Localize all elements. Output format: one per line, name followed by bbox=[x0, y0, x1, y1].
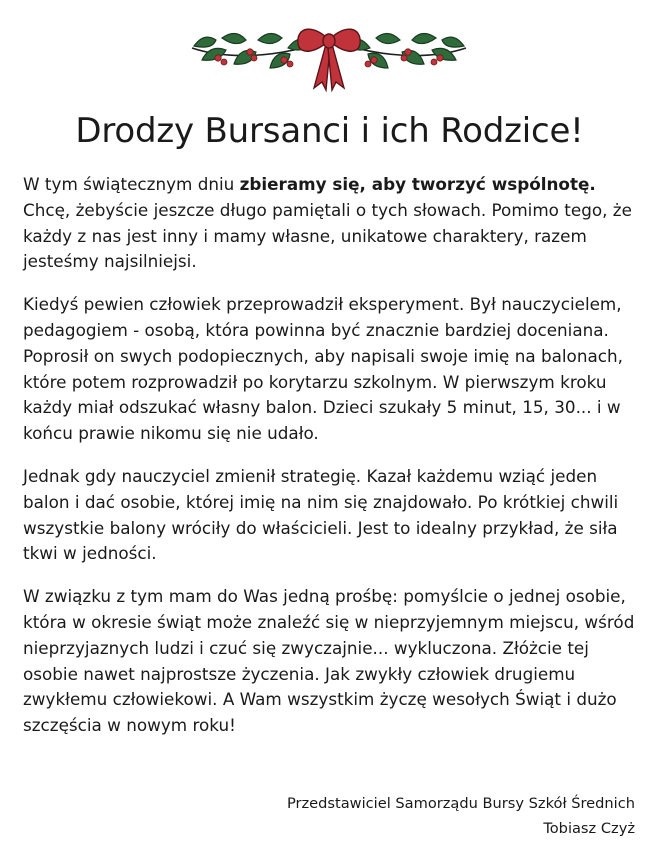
signature-role: Przedstawiciel Samorządu Bursy Szkół Średnich bbox=[286, 795, 635, 812]
signature bbox=[287, 791, 635, 841]
letter-body bbox=[23, 172, 643, 756]
paragraph-4: W związku z tym mam do Was jedną prośbę: pomyślcie o jednej osobie, która w okresie świąt może znaleźć się w nieprzyjemnym miejscu, wśród nieprzyjaznych ludzi i czuć się zwyczajnie... wykluczona. Złóżcie tej osobie nawet najprostsze życzenia. Jak zwykły człowiek drugiemu zwykłemu człowiekowi. A Wam wszystkim życzę wesołych Świąt i dużo szczęścia w nowym roku! bbox=[23, 586, 635, 736]
paragraph-1-bold: zbieramy się, aby tworzyć wspólnotę. bbox=[239, 174, 596, 194]
paragraph-1-lead: W tym świątecznym dniu bbox=[23, 174, 240, 194]
signature-name: Tobiasz Czyż bbox=[543, 820, 635, 837]
holly-garland-with-red-bow-icon bbox=[188, 18, 470, 94]
paragraph-2: Kiedyś pewien człowiek przeprowadził eksperyment. Był nauczycielem, pedagogiem - osobą, która powinna być znacznie bardziej doceniana. Poprosił on swych podopiecznych, aby napisali swoje imię na balonach, które potem rozprowadził po korytarzu szkolnym. W pierwszym kroku każdy miał odszukać własny balon. Dzieci szukały 5 minut, 15, 30... i w końcu prawie nikomu się nie udało. bbox=[23, 294, 623, 444]
page-title: Drodzy Bursanci i ich Rodzice! bbox=[75, 111, 584, 151]
paragraph-1-rest: Chcę, żebyście jeszcze długo pamiętali o tych słowach. Pomimo tego, że każdy z nas jest inny i mamy własne, unikatowe charaktery, razem jesteśmy najsilniejsi. bbox=[23, 199, 632, 272]
paragraph-1 bbox=[23, 172, 643, 275]
paragraph-3: Jednak gdy nauczyciel zmienił strategię. Kazał każdemu wziąć jeden balon i dać osobie, której imię na nim się znajdowało. Po krótkiej chwili wszystkie balony wróciły do właścicieli. Jest to idealny przykład, że siła tkwi w jedności. bbox=[23, 465, 619, 564]
